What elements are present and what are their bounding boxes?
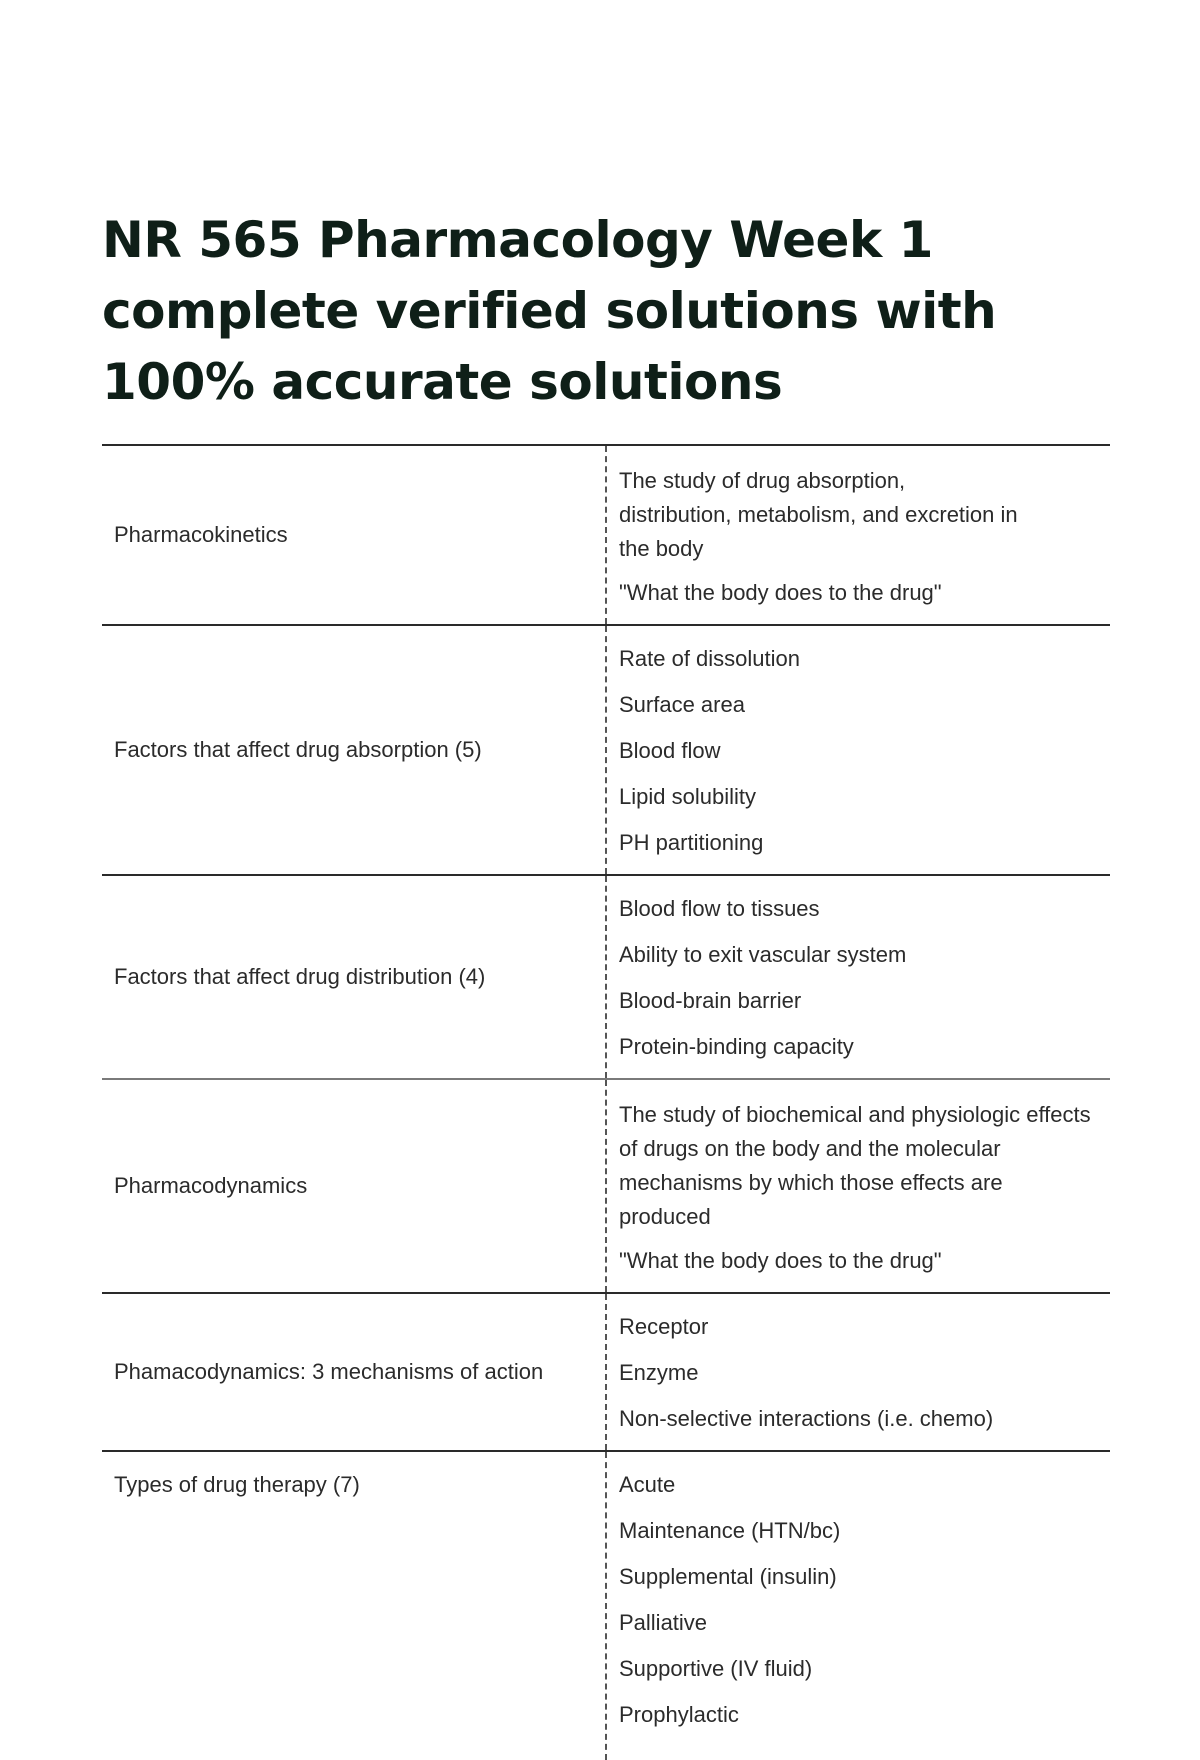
table-row [102, 626, 1110, 876]
definition-line: Supplemental (insulin) [619, 1564, 837, 1589]
term-text: Phamacodynamics: 3 mechanisms of action [114, 1359, 544, 1384]
definition-cell [607, 876, 1110, 1078]
definition-line: Non-selective interactions (i.e. chemo) [619, 1406, 994, 1431]
definition-cell [607, 446, 1110, 624]
definition-line: Palliative [619, 1610, 708, 1635]
term-text: Factors that affect drug distribution (4) [114, 964, 486, 989]
definition-line: "What the body does to the drug" [619, 580, 942, 605]
definition-line: Maintenance (HTN/bc) [619, 1518, 841, 1543]
term-cell [102, 626, 607, 874]
definition-cell [607, 1080, 1110, 1292]
document-title: NR 565 Pharmacology Week 1 complete verified solutions with 100% accurate solutions [102, 211, 997, 411]
term-text: Pharmacodynamics [114, 1173, 308, 1198]
definition-line: The study of biochemical and physiologic effects of drugs on the body and the molecular mechanisms by which those effects are produced [619, 1102, 1091, 1229]
definition-line: Ability to exit vascular system [619, 942, 907, 967]
definition-cell [607, 1294, 1110, 1450]
definition-line: Blood flow [619, 738, 721, 763]
definition-line: Supportive (IV fluid) [619, 1656, 813, 1681]
definition-line: Protein-binding capacity [619, 1034, 854, 1059]
term-cell [102, 876, 607, 1078]
definition-line: Blood flow to tissues [619, 896, 820, 921]
table-row [102, 1294, 1110, 1452]
definition-line: "What the body does to the drug" [619, 1248, 942, 1273]
term-text: Types of drug therapy (7) [114, 1472, 360, 1497]
term-text: Pharmacokinetics [114, 522, 288, 547]
table-row [102, 876, 1110, 1080]
definition-line: Enzyme [619, 1360, 699, 1385]
term-cell [102, 1294, 607, 1450]
definition-line: Surface area [619, 692, 745, 717]
term-cell [102, 1080, 607, 1292]
definition-line: Receptor [619, 1314, 709, 1339]
definition-line: Prophylactic [619, 1702, 739, 1727]
definition-line: Lipid solubility [619, 784, 756, 809]
definition-line: Blood-brain barrier [619, 988, 802, 1013]
term-text: Factors that affect drug absorption (5) [114, 737, 482, 762]
definition-line: Acute [619, 1472, 676, 1497]
term-cell [102, 446, 607, 624]
definition-line: The study of drug absorption, distribution, metabolism, and excretion in the body [619, 468, 1018, 561]
term-cell [102, 1452, 607, 1760]
table-row [102, 1080, 1110, 1294]
definition-cell [607, 626, 1110, 874]
flashcard-table [102, 444, 1110, 1760]
definition-line: Rate of dissolution [619, 646, 800, 671]
definition-cell [607, 1452, 1110, 1760]
definition-line: PH partitioning [619, 830, 764, 855]
table-row [102, 1452, 1110, 1760]
table-row [102, 446, 1110, 626]
